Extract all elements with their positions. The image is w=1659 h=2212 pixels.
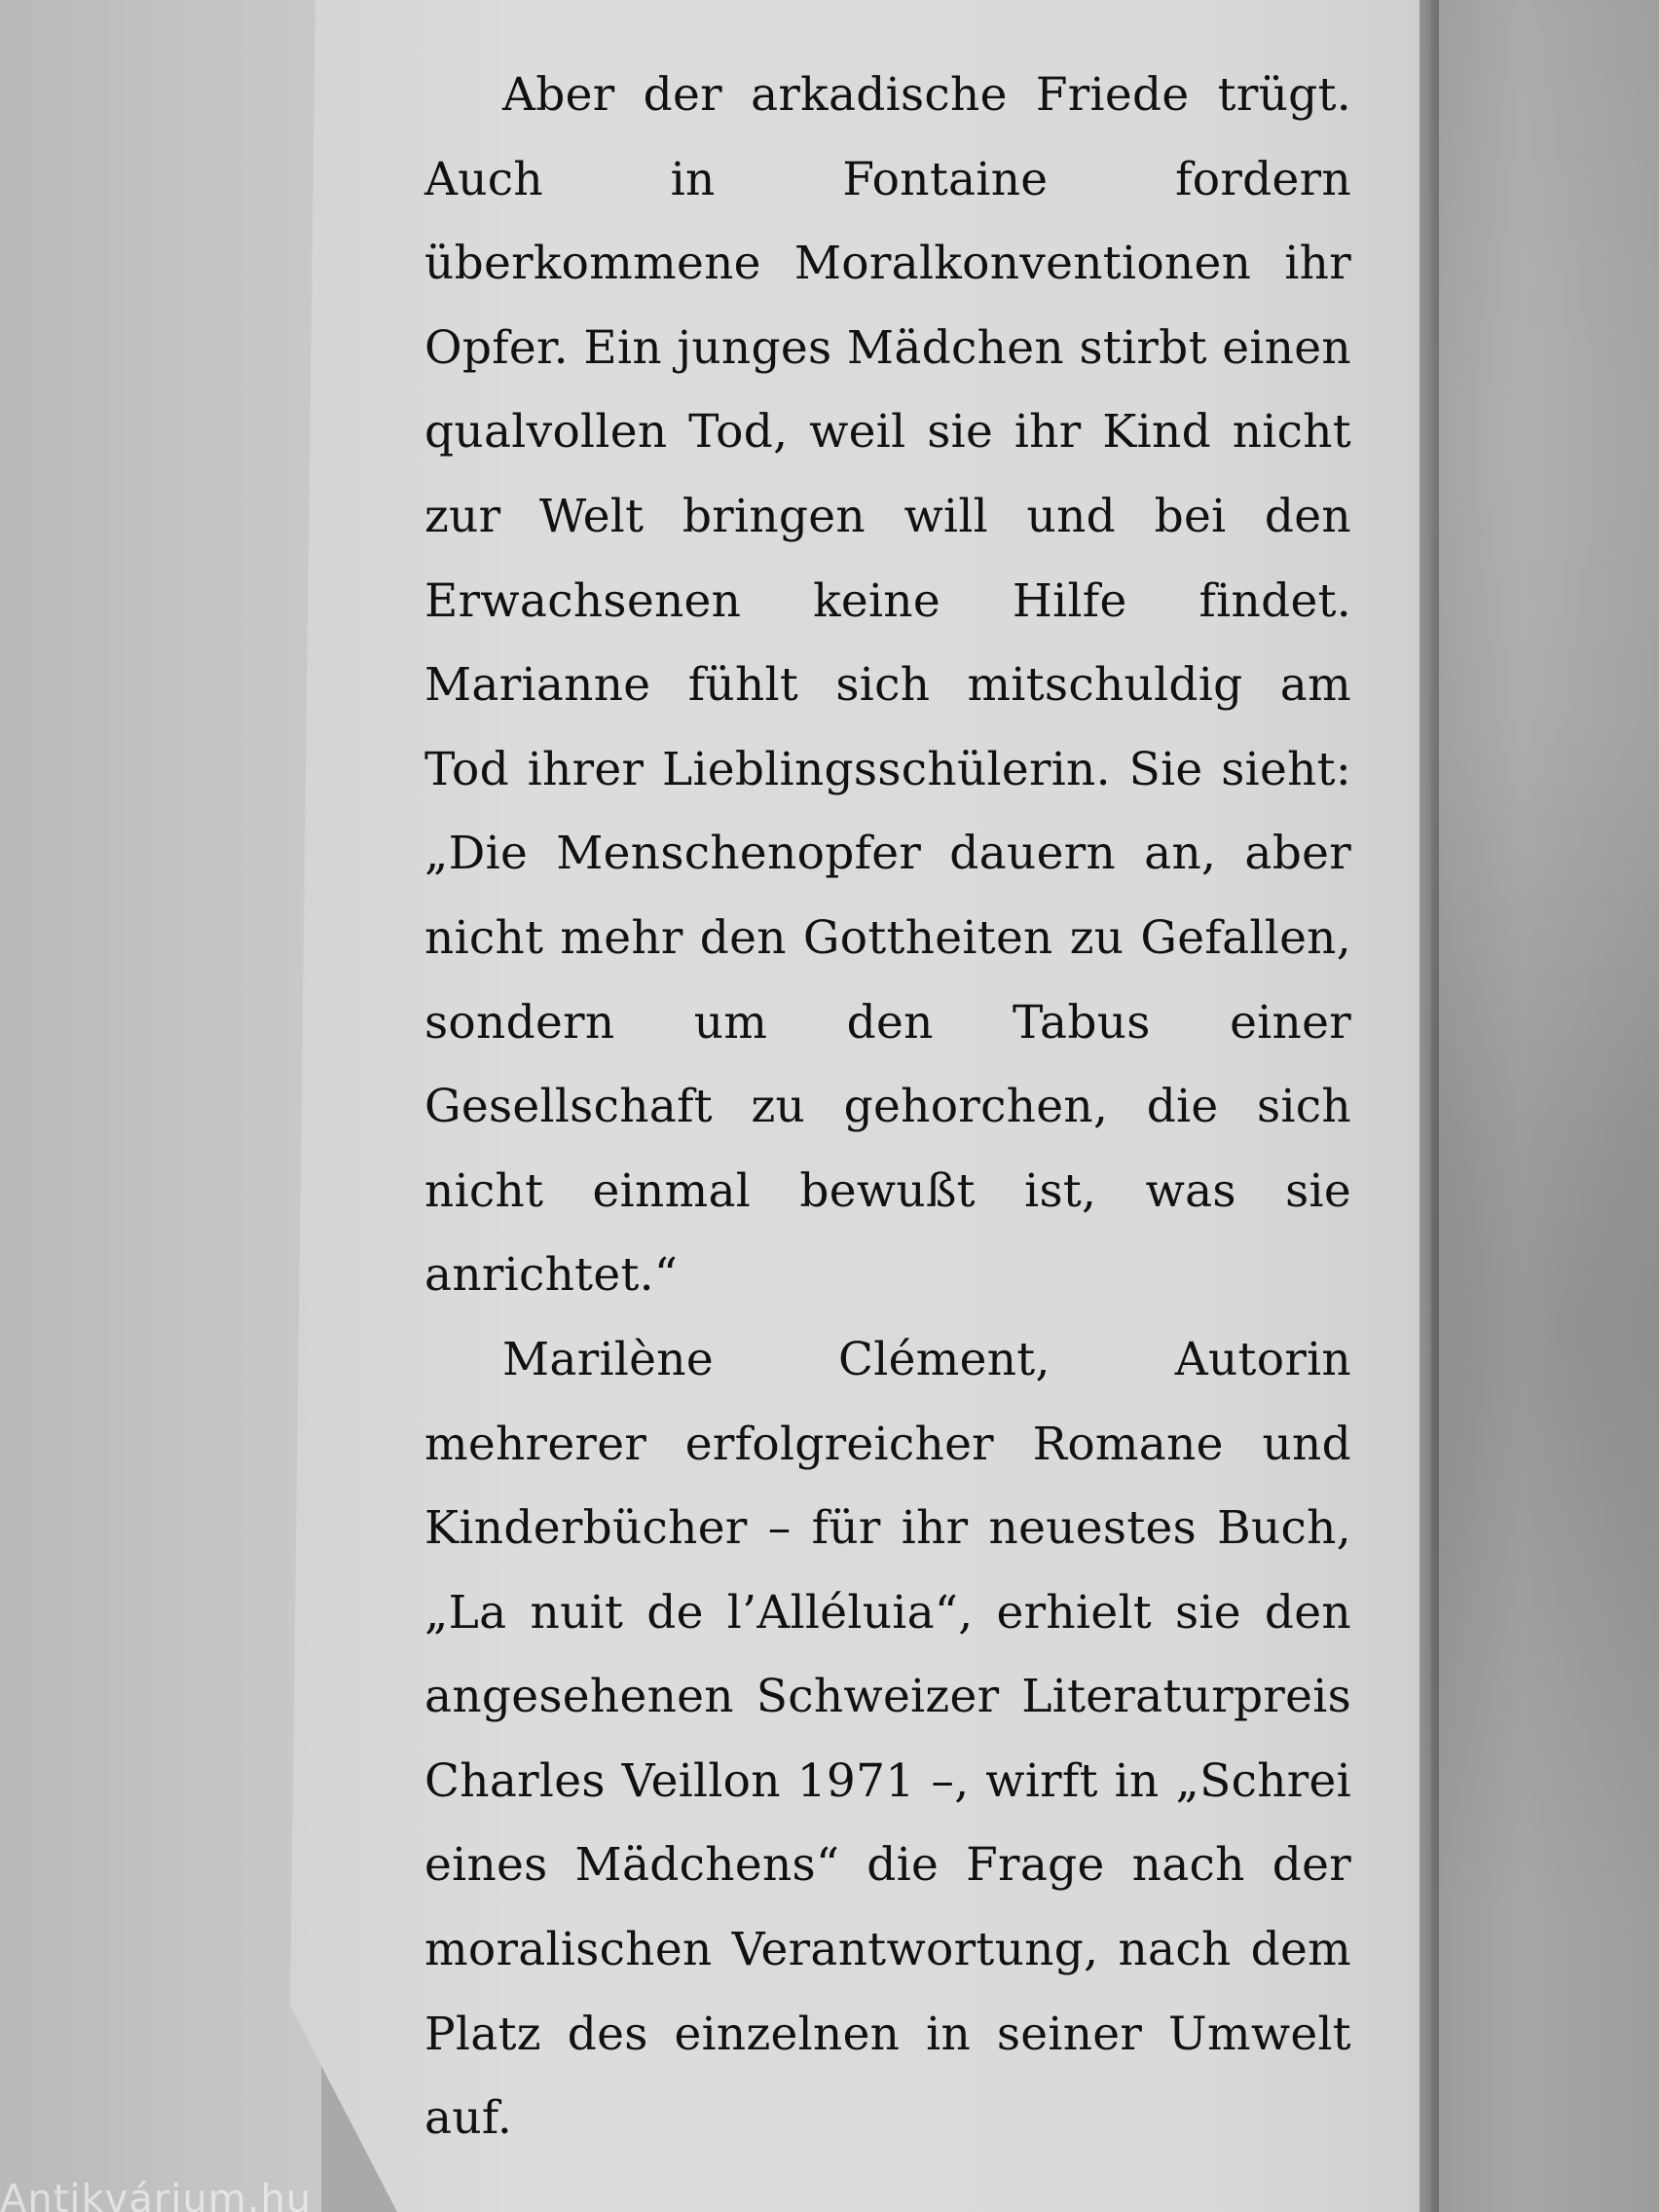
flap-text-block [424, 54, 1351, 2161]
background-right-surface [1431, 0, 1659, 2212]
paragraph-2: Marilène Clément, Autorin mehrerer erfolgreicher Romane und Kinderbücher – für ihr neuestes Buch, „La nuit de l’Alléluia“, erhielt sie den angesehenen Schweizer Literaturpreis Charles Veillon 1971 –, wirft in „Schrei eines Mädchens“ die Frage nach der moralischen Verantwortung, nach dem Platz des einzelnen in seiner Umwelt auf. [424, 1332, 1351, 2146]
paragraph-1: Aber der arkadische Friede trügt. Auch in Fontaine fordern überkommene Moralkonventionen ihr Opfer. Ein junges Mädchen stirbt einen qualvollen Tod, weil sie ihr Kind nicht zur Welt bringen will und bei den Erwachsenen keine Hilfe findet. Marianne fühlt sich mitschuldig am Tod ihrer Lieblingsschülerin. Sie sieht: „Die Menschenopfer dauern an, aber nicht mehr den Gottheiten zu Gefallen, sondern um den Tabus einer Gesellschaft zu gehorchen, die sich nicht einmal bewußt ist, was sie anrichtet.“ [424, 68, 1351, 1303]
watermark-text: Antikvárium.hu [0, 2177, 313, 2212]
background-left [0, 0, 321, 2212]
